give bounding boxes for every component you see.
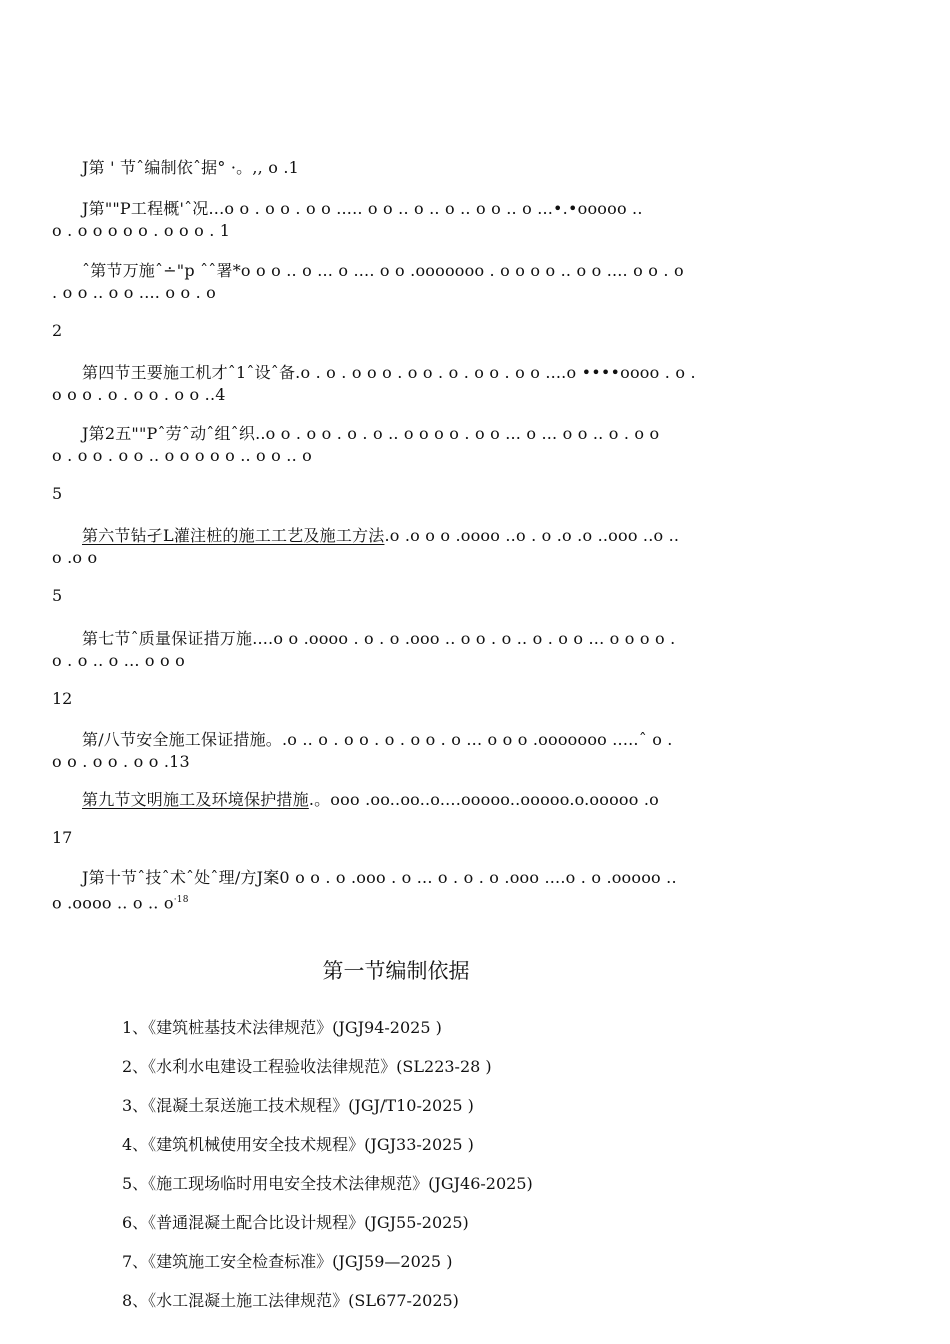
toc-entry-text: . o o .. o o .... o o . o [52, 283, 216, 302]
toc-entry-text: o .o o [52, 548, 98, 567]
toc-entry-text: o o . o o . o o .13 [52, 752, 190, 771]
toc-entry-5[interactable] [52, 423, 887, 445]
toc-entry-2-cont [52, 220, 887, 242]
toc-entry-4[interactable] [52, 362, 887, 384]
page-number: 2 [52, 321, 63, 340]
toc-entry-9[interactable] [52, 789, 887, 811]
toc-link-text[interactable]: 第六节钻孑L灌注桩的施工工艺及施工方法 [82, 526, 385, 545]
reference-item: 6、《普通混凝土配合比设计规程》(JGJ55-2025) [122, 1213, 469, 1232]
toc-entry-text: o . o o o o o . o o o . 1 [52, 221, 231, 240]
toc-entry-text: J第""P工程概'ˆ况...o o . o o . o o ..... o o .. o .. o .. o o .. o ...•.•ooooo .. [82, 199, 643, 218]
toc-entry-6[interactable] [52, 525, 887, 547]
toc-entry-10-cont [52, 889, 887, 914]
page-number: 12 [52, 689, 73, 708]
toc-entry-text: o .oooo .. o .. o [52, 893, 174, 913]
toc-entry-text: J第 ' 节ˆ编制依ˆ据° ·。,, o .1 [82, 158, 299, 177]
section-title: 第一节编制依据 [322, 959, 470, 983]
toc-entry-text: ˆ第节万施ˆ∸"p ˆˆ署*o o o .. o ... o .... o o .ooooooo . o o o o .. o o .... o o . o [82, 261, 684, 280]
toc-entry-10[interactable] [52, 867, 887, 889]
page-number: 5 [52, 586, 63, 605]
page-number: 5 [52, 484, 63, 503]
reference-item: 4、《建筑机械使用安全技术规程》(JGJ33-2025 ) [122, 1135, 474, 1154]
toc-entry-page: ·18 [173, 895, 189, 905]
toc-entry-leader: .。ooo .oo..oo..o....ooooo..ooooo.o.ooooo .o [308, 790, 660, 809]
toc-entry-text: o . o o . o o .. o o o o o .. o o .. o [52, 446, 312, 465]
reference-item: 2、《水利水电建设工程验收法律规范》(SL223-28 ) [122, 1057, 492, 1076]
toc-entry-4-cont [52, 384, 887, 406]
toc-entry-3[interactable] [52, 260, 887, 282]
reference-item: 8、《水工混凝土施工法律规范》(SL677-2025) [122, 1291, 459, 1310]
toc-entry-text: 第七节ˆ质量保证措万施....o o .oooo . o . o .ooo .. o o . o .. o . o o ... o o o o . [82, 629, 676, 648]
toc-entry-text: J第2五""Pˆ劳ˆ动ˆ组ˆ织..o o . o o . o . o .. o o o o . o o ... o ... o o .. o . o o [82, 424, 660, 443]
toc-entry-leader: .o .o o o .oooo ..o . o .o .o ..ooo ..o .. [384, 526, 680, 545]
toc-entry-text: 第四节王要施工机才ˆ1ˆ设ˆ备.o . o . o o o . o o . o . o o . o o ....o ••••oooo . o . [82, 363, 696, 382]
reference-item: 1、《建筑桩基技术法律规范》(JGJ94-2025 ) [122, 1018, 442, 1037]
reference-item: 7、《建筑施工安全检查标准》(JGJ59—2025 ) [122, 1252, 453, 1271]
toc-entry-7-cont [52, 650, 887, 672]
toc-entry-6-cont [52, 547, 887, 569]
toc-entry-text: o . o .. o ... o o o [52, 651, 185, 670]
page-number: 17 [52, 828, 73, 847]
toc-entry-3-cont [52, 282, 887, 304]
toc-entry-2[interactable] [52, 198, 887, 220]
toc-entry-8[interactable] [52, 729, 887, 751]
toc-entry-7[interactable] [52, 628, 887, 650]
toc-link-text[interactable]: 第九节文明施工及环境保护措施 [82, 790, 309, 809]
toc-entry-text: o o o . o . o o . o o ..4 [52, 385, 226, 404]
toc-entry-text: J第十节ˆ技ˆ术ˆ处ˆ理/方J案0 o o . o .ooo . o ... o . o . o .ooo ....o . o .ooooo .. [82, 868, 677, 887]
toc-entry-8-cont [52, 751, 887, 773]
reference-item: 5、《施工现场临时用电安全技术法律规范》(JGJ46-2025) [122, 1174, 533, 1193]
toc-entry-1[interactable] [52, 157, 887, 179]
reference-item: 3、《混凝土泵送施工技术规程》(JGJ/T10-2025 ) [122, 1096, 474, 1115]
toc-entry-text: 第/八节安全施工保证措施。.o .. o . o o . o . o o . o ... o o o .ooooooo .....ˆ o . [82, 730, 673, 749]
toc-entry-5-cont [52, 445, 887, 467]
